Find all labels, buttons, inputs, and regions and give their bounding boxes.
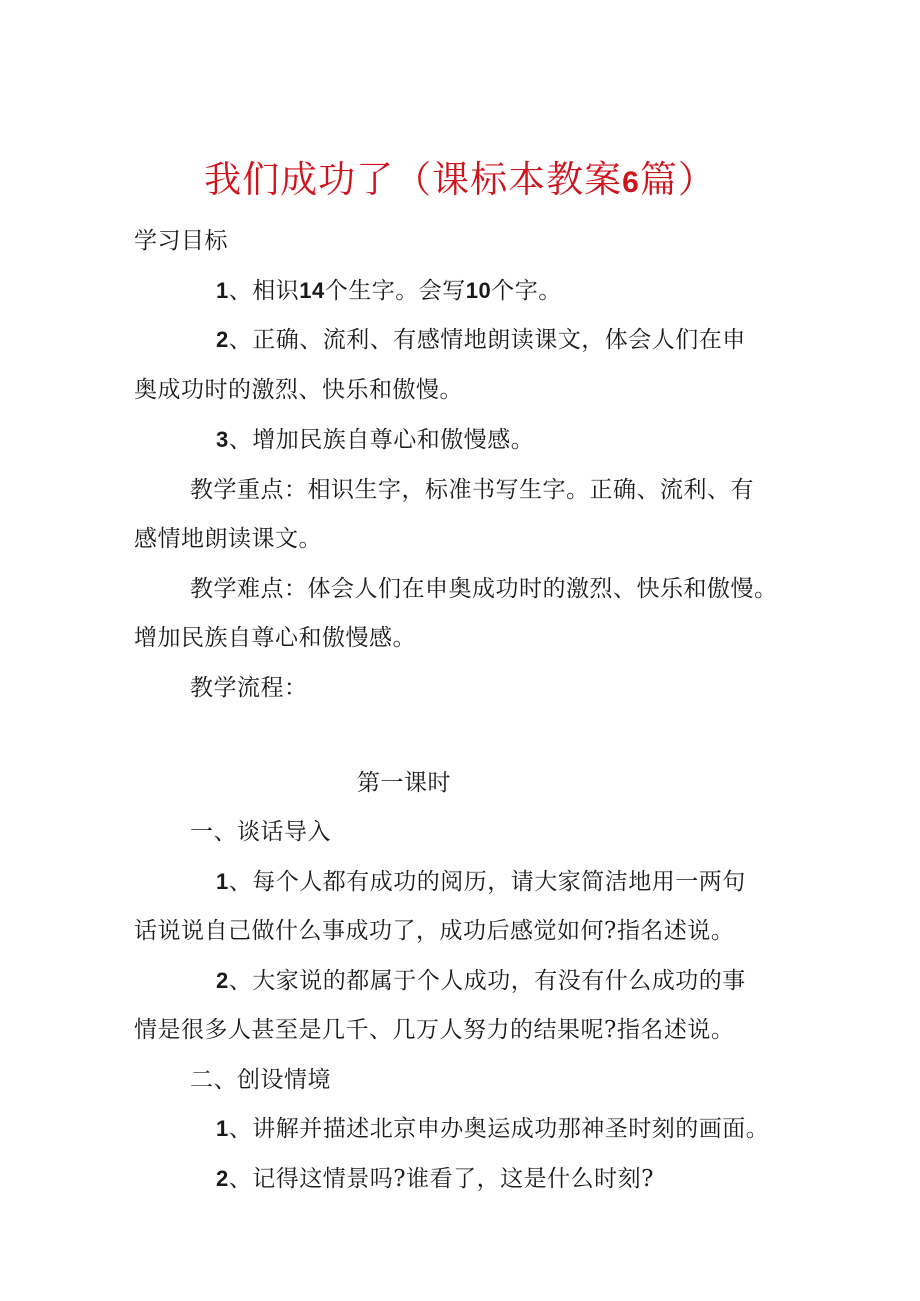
bold-number: 2 (216, 968, 229, 993)
teaching-process-heading: 教学流程： (190, 675, 308, 701)
section-heading-objectives: 学习目标 (134, 228, 228, 254)
bold-number: 10 (465, 278, 492, 303)
key-points-paragraph-continued: 感情地朗读课文。 (134, 526, 322, 552)
objective-item-1: 1、相识14个生字。会写10个字。 (216, 278, 562, 304)
part-one-item-2-continued: 情是很多人甚至是几千、几万人努力的结果呢?指名述说。 (134, 1017, 735, 1043)
difficulties-paragraph: 教学难点：体会人们在申奥成功时的激烈、快乐和傲慢。 (190, 576, 778, 602)
bold-number: 2 (216, 327, 229, 352)
objective-item-2: 2、正确、流利、有感情地朗读课文，体会人们在申 (216, 327, 746, 353)
bold-number: 1 (216, 1116, 229, 1141)
part-two-item-2: 2、记得这情景吗?谁看了，这是什么时刻? (216, 1166, 654, 1192)
part-one-heading: 一、谈话导入 (190, 819, 331, 845)
part-one-item-2: 2、大家说的都属于个人成功，有没有什么成功的事 (216, 968, 746, 994)
bold-number: 6 (622, 166, 640, 199)
lesson-heading: 第一课时 (357, 770, 451, 796)
bold-number: 1 (216, 869, 229, 894)
difficulties-paragraph-continued: 增加民族自尊心和傲慢感。 (134, 625, 416, 651)
bold-number: 1 (216, 278, 229, 303)
bold-number: 2 (216, 1166, 229, 1191)
document-title: 我们成功了（课标本教案6篇） (204, 158, 716, 201)
bold-number: 14 (299, 278, 325, 303)
part-one-item-1: 1、每个人都有成功的阅历，请大家简洁地用一两句 (216, 869, 746, 895)
part-one-item-1-continued: 话说说自己做什么事成功了，成功后感觉如何?指名述说。 (134, 918, 735, 944)
bold-number: 3 (216, 427, 229, 452)
key-points-paragraph: 教学重点：相识生字，标准书写生字。正确、流利、有 (190, 477, 754, 503)
objective-item-3: 3、增加民族自尊心和傲慢感。 (216, 427, 535, 453)
part-two-heading: 二、创设情境 (190, 1067, 331, 1093)
objective-item-2-continued: 奥成功时的激烈、快乐和傲慢。 (134, 377, 463, 403)
part-two-item-1: 1、讲解并描述北京申办奥运成功那神圣时刻的画面。 (216, 1116, 770, 1142)
